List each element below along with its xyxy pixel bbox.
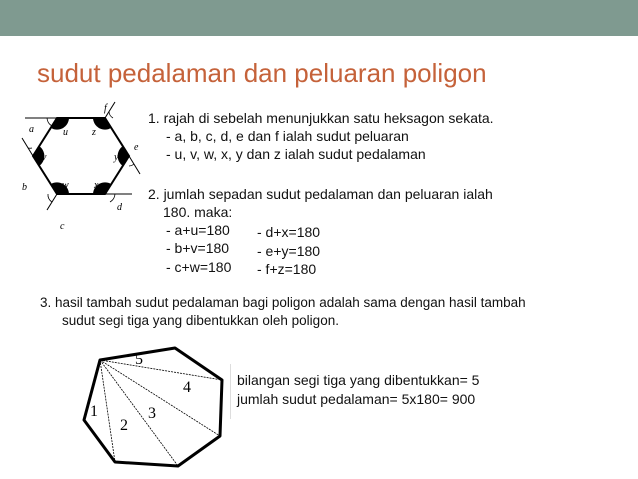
triangle-label-5: 5 bbox=[135, 351, 143, 368]
label-u: u bbox=[63, 127, 68, 138]
label-z: z bbox=[92, 127, 96, 138]
eq-b-v: - b+v=180 bbox=[166, 240, 230, 256]
eq-f-z: - f+z=180 bbox=[257, 261, 317, 277]
point3-line2: sudut segi tiga yang dibentukkan oleh poligon. bbox=[62, 313, 339, 328]
label-v: v bbox=[42, 152, 47, 163]
interior-angle-y bbox=[118, 146, 129, 166]
label-y: y bbox=[114, 152, 119, 163]
top-banner bbox=[0, 0, 638, 36]
label-w: w bbox=[62, 180, 69, 191]
point2-heading: 2. jumlah sepadan sudut pedalaman dan peluaran ialah bbox=[148, 186, 493, 202]
interior-sum-text: jumlah sudut pedalaman= 5x180= 900 bbox=[237, 391, 476, 407]
triangle-label-2: 2 bbox=[120, 417, 128, 434]
label-b: b bbox=[22, 182, 27, 193]
label-x: x bbox=[94, 180, 99, 191]
label-a: a bbox=[29, 124, 34, 135]
label-c: c bbox=[60, 221, 65, 232]
slide-title: sudut pedalaman dan peluaran poligon bbox=[37, 58, 487, 88]
point3-line1: 3. hasil tambah sudut pedalaman bagi poligon adalah sama dengan hasil tambah bbox=[40, 295, 526, 310]
heptagon-note-box bbox=[230, 364, 531, 419]
label-f: f bbox=[104, 103, 107, 114]
point1-heading: 1. rajah di sebelah menunjukkan satu heksagon sekata. bbox=[148, 110, 494, 126]
label-e: e bbox=[134, 142, 139, 153]
triangle-label-3: 3 bbox=[148, 405, 156, 422]
hexagon-diagram bbox=[20, 98, 145, 238]
heptagon-diagram bbox=[80, 340, 240, 475]
label-d: d bbox=[117, 202, 122, 213]
eq-d-x: - d+x=180 bbox=[257, 224, 321, 240]
eq-a-u: - a+u=180 bbox=[166, 222, 230, 238]
eq-e-y: - e+y=180 bbox=[257, 243, 321, 259]
triangle-count-text: bilangan segi tiga yang dibentukkan= 5 bbox=[237, 372, 480, 388]
eq-c-w: - c+w=180 bbox=[166, 259, 232, 275]
triangle-label-1: 1 bbox=[90, 403, 98, 420]
point2-heading2: 180. maka: bbox=[163, 204, 233, 220]
triangle-label-4: 4 bbox=[183, 379, 191, 396]
point1-line2: - u, v, w, x, y dan z ialah sudut pedalaman bbox=[166, 146, 426, 162]
point1-line1: - a, b, c, d, e dan f ialah sudut peluaran bbox=[166, 128, 409, 144]
